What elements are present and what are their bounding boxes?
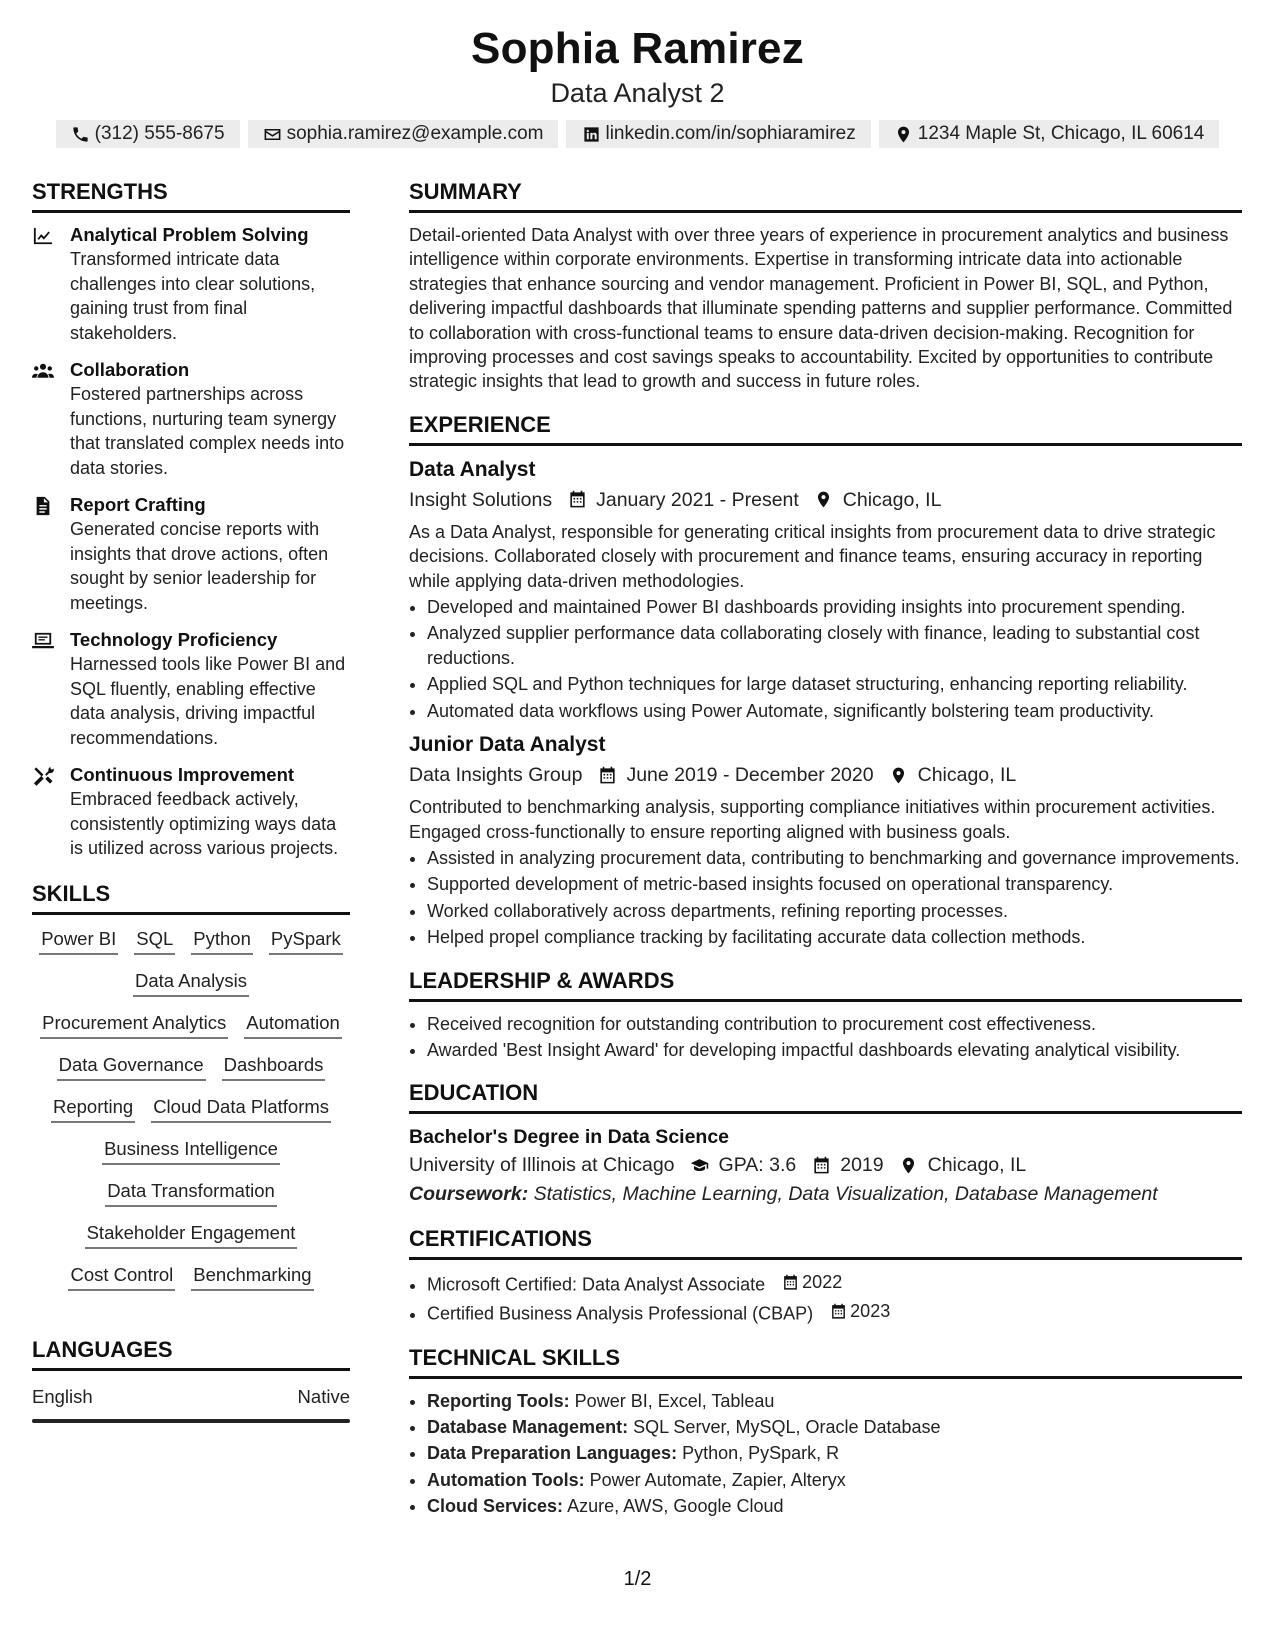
tech-skill-label: Automation Tools: [427, 1469, 585, 1490]
job-dates: January 2021 - Present [596, 488, 799, 511]
skill-tag: Dashboards [222, 1053, 326, 1081]
tech-skill-value: Power BI, Excel, Tableau [574, 1390, 775, 1411]
calendar-icon [782, 1274, 799, 1291]
laptop-icon [32, 628, 60, 750]
bullet-item: • Developed and maintained Power BI dashboards providing insights into procurement spending. [427, 595, 1242, 619]
strength-title: Collaboration [70, 359, 190, 380]
bullet-item: • Supported development of metric-based insights focused on operational transparency. [427, 872, 1242, 896]
skill-tag: Stakeholder Engagement [85, 1221, 298, 1249]
tech-skill-label: Reporting Tools: [427, 1390, 570, 1411]
certifications-list [409, 1270, 1242, 1326]
candidate-name: Sophia Ramirez [471, 24, 804, 73]
phone-icon [71, 124, 91, 144]
line-chart-icon [32, 223, 60, 345]
envelope-icon [263, 124, 283, 144]
job-description: As a Data Analyst, responsible for generating critical insights from procurement data to drive strategic decisions. Collaborated closely with procurement and finance teams, ensuring accuracy in reporting while applying data-driven methodologies. [409, 521, 1216, 591]
job-meta [409, 486, 1242, 514]
school-location: Chicago, IL [927, 1154, 1027, 1177]
contact-address [879, 120, 1220, 148]
calendar-icon [566, 489, 588, 511]
strength-item [32, 358, 350, 480]
strength-description: Transformed intricate data challenges into clear solutions, gaining trust from final stakeholders. [70, 249, 316, 343]
bullet-item: • Received recognition for outstanding contribution to procurement cost effectiveness. [427, 1012, 1242, 1036]
tech-skill-label: Data Preparation Languages: [427, 1443, 678, 1464]
job-dates: June 2019 - December 2020 [626, 764, 874, 787]
map-pin-icon [898, 1154, 920, 1176]
bullet-item: • Analyzed supplier performance data collaborating closely with finance, leading to substantial cost reductions. [427, 621, 1242, 670]
tech-skill-value: SQL Server, MySQL, Oracle Database [633, 1416, 941, 1437]
strength-title: Technology Proficiency [70, 629, 278, 650]
languages-heading: LANGUAGES [32, 1335, 350, 1371]
skill-tag: Python [191, 927, 253, 955]
job-bullets [409, 595, 1242, 723]
skills-list [32, 925, 350, 1291]
job-meta [409, 761, 1242, 789]
skill-tag: Data Transformation [105, 1179, 277, 1207]
email-text: sophia.ramirez@example.com [286, 123, 544, 144]
document-icon [32, 493, 60, 615]
strength-title: Continuous Improvement [70, 764, 295, 785]
strength-title: Report Crafting [70, 494, 206, 515]
skill-tag: Cloud Data Platforms [151, 1095, 331, 1123]
language-name: English [32, 1385, 93, 1407]
language-row [32, 1385, 350, 1409]
tech-skill-value: Power Automate, Zapier, Alteryx [589, 1469, 846, 1490]
skills-heading: SKILLS [32, 879, 350, 915]
contact-phone [56, 120, 240, 148]
job-location: Chicago, IL [842, 488, 942, 511]
job-bullets [409, 846, 1242, 950]
coursework [409, 1180, 1242, 1208]
skill-tag: Cost Control [68, 1263, 175, 1291]
skill-tag: Procurement Analytics [40, 1011, 228, 1039]
address-text: 1234 Maple St, Chicago, IL 60614 [917, 123, 1205, 144]
skill-tag: Data Governance [57, 1053, 206, 1081]
language-level-bar [32, 1419, 350, 1423]
bullet-item: • Helped propel compliance tracking by facilitating accurate data collection methods. [427, 925, 1242, 949]
tech-skill-item [427, 1441, 1242, 1465]
bullet-item: • Worked collaboratively across departments, refining reporting processes. [427, 899, 1242, 923]
skill-tag: Automation [244, 1011, 342, 1039]
map-pin-icon [813, 489, 835, 511]
contact-linkedin [566, 120, 870, 148]
graduation-year: 2019 [840, 1154, 884, 1177]
degree-title: Bachelor's Degree in Data Science [409, 1126, 730, 1149]
contact-bar [0, 120, 1275, 148]
skill-tag: Business Intelligence [102, 1137, 280, 1165]
map-pin-icon [894, 124, 914, 144]
calendar-icon [830, 1303, 847, 1320]
language-level: Native [297, 1385, 350, 1407]
map-pin-icon [888, 764, 910, 786]
experience-heading: EXPERIENCE [409, 410, 1242, 446]
left-column [32, 177, 350, 1423]
education-meta [409, 1151, 1242, 1179]
tech-skill-item [427, 1415, 1242, 1439]
job-title: Data Analyst [409, 457, 536, 481]
skill-tag: PySpark [269, 927, 343, 955]
strengths-heading: STRENGTHS [32, 177, 350, 213]
strength-description: Fostered partnerships across functions, nurturing team synergy that translated complex needs into data stories. [70, 384, 345, 478]
certification-item [427, 1270, 1242, 1297]
skill-tag: Power BI [39, 927, 118, 955]
summary-heading: SUMMARY [409, 177, 1242, 213]
strength-description: Generated concise reports with insights that drove actions, often sought by senior leadership for meetings. [70, 519, 329, 613]
job-entry [409, 456, 1242, 723]
skill-tag: SQL [134, 927, 175, 955]
contact-email [248, 120, 559, 148]
linkedin-icon [581, 124, 601, 144]
job-description: Contributed to benchmarking analysis, supporting compliance initiatives within procurement activities. Engaged cross-functionally to ensure reporting aligned with business goals. [409, 797, 1216, 842]
certification-name: Certified Business Analysis Professional (CBAP) [427, 1304, 814, 1325]
linkedin-text: linkedin.com/in/sophiaramirez [605, 123, 856, 144]
bullet-item: • Assisted in analyzing procurement data, contributing to benchmarking and governance improvements. [427, 846, 1242, 870]
resume-header [0, 22, 1275, 148]
page-number: 1/2 [623, 1568, 652, 1590]
technical-skills-list [409, 1389, 1242, 1519]
graduation-cap-icon [689, 1154, 711, 1176]
skill-tag: Data Analysis [133, 969, 249, 997]
bullet-item: • Automated data workflows using Power Automate, significantly bolstering team productivity. [427, 699, 1242, 723]
users-icon [32, 358, 60, 480]
bullet-item: • Awarded 'Best Insight Award' for developing impactful dashboards elevating analytical visibility. [427, 1038, 1242, 1062]
coursework-label: Coursework: [409, 1183, 529, 1206]
leadership-heading: LEADERSHIP & AWARDS [409, 966, 1242, 1002]
tech-skill-item [427, 1389, 1242, 1413]
strength-description: Embraced feedback actively, consistently optimizing ways data is utilized across various projects. [70, 789, 339, 858]
technical-skills-heading: TECHNICAL SKILLS [409, 1343, 1242, 1379]
calendar-icon [596, 764, 618, 786]
strength-item [32, 223, 350, 345]
leadership-list [409, 1012, 1242, 1063]
right-column [409, 177, 1242, 1521]
certification-year-group [830, 1299, 890, 1323]
strength-title: Analytical Problem Solving [70, 224, 309, 245]
tech-skill-label: Database Management: [427, 1416, 629, 1437]
calendar-icon [810, 1154, 832, 1176]
tech-skill-value: Python, PySpark, R [682, 1443, 840, 1464]
strength-description: Harnessed tools like Power BI and SQL fluently, enabling effective data analysis, driving impactful recommendations. [70, 654, 346, 748]
tools-icon [32, 763, 60, 861]
certification-name: Microsoft Certified: Data Analyst Associate [427, 1275, 766, 1296]
candidate-title: Data Analyst 2 [550, 78, 725, 108]
certification-year-group [782, 1270, 842, 1294]
strength-item [32, 763, 350, 861]
certification-year: 2023 [850, 1301, 891, 1322]
gpa: GPA: 3.6 [718, 1154, 797, 1177]
summary-text: Detail-oriented Data Analyst with over three years of experience in procurement analytics and business intelligence within corporate environments. Expertise in transforming intricate data into actionable strategies that enhance sourcing and vendor management. Proficient in Power BI, SQL, and Python, delivering impactful dashboards that illuminate spending patterns and supplier performance. Committed to collaboration with cross-functional teams to ensure data-driven decision-making. Recognition for improving processes and cost savings speaks to accountability. Excited by opportunities to contribute strategic insights that lead to growth and success in future roles. [409, 225, 1233, 392]
job-title: Junior Data Analyst [409, 733, 606, 757]
job-entry [409, 731, 1242, 949]
certification-year: 2022 [802, 1272, 843, 1293]
tech-skill-label: Cloud Services: [427, 1496, 564, 1517]
tech-skill-item [427, 1468, 1242, 1492]
phone-text: (312) 555-8675 [94, 123, 225, 144]
skill-tag: Benchmarking [191, 1263, 313, 1291]
tech-skill-value: Azure, AWS, Google Cloud [567, 1496, 784, 1517]
tech-skill-item [427, 1494, 1242, 1518]
education-heading: EDUCATION [409, 1078, 1242, 1114]
strength-item [32, 493, 350, 615]
school-name: University of Illinois at Chicago [409, 1154, 675, 1177]
certification-item [427, 1299, 1242, 1326]
bullet-item: • Applied SQL and Python techniques for large dataset structuring, enhancing reporting reliability. [427, 672, 1242, 696]
company-name: Insight Solutions [409, 488, 553, 511]
certifications-heading: CERTIFICATIONS [409, 1224, 1242, 1260]
job-location: Chicago, IL [917, 764, 1017, 787]
company-name: Data Insights Group [409, 764, 583, 787]
strength-item [32, 628, 350, 750]
coursework-list: Statistics, Machine Learning, Data Visualization, Database Management [533, 1183, 1158, 1206]
skill-tag: Reporting [51, 1095, 135, 1123]
